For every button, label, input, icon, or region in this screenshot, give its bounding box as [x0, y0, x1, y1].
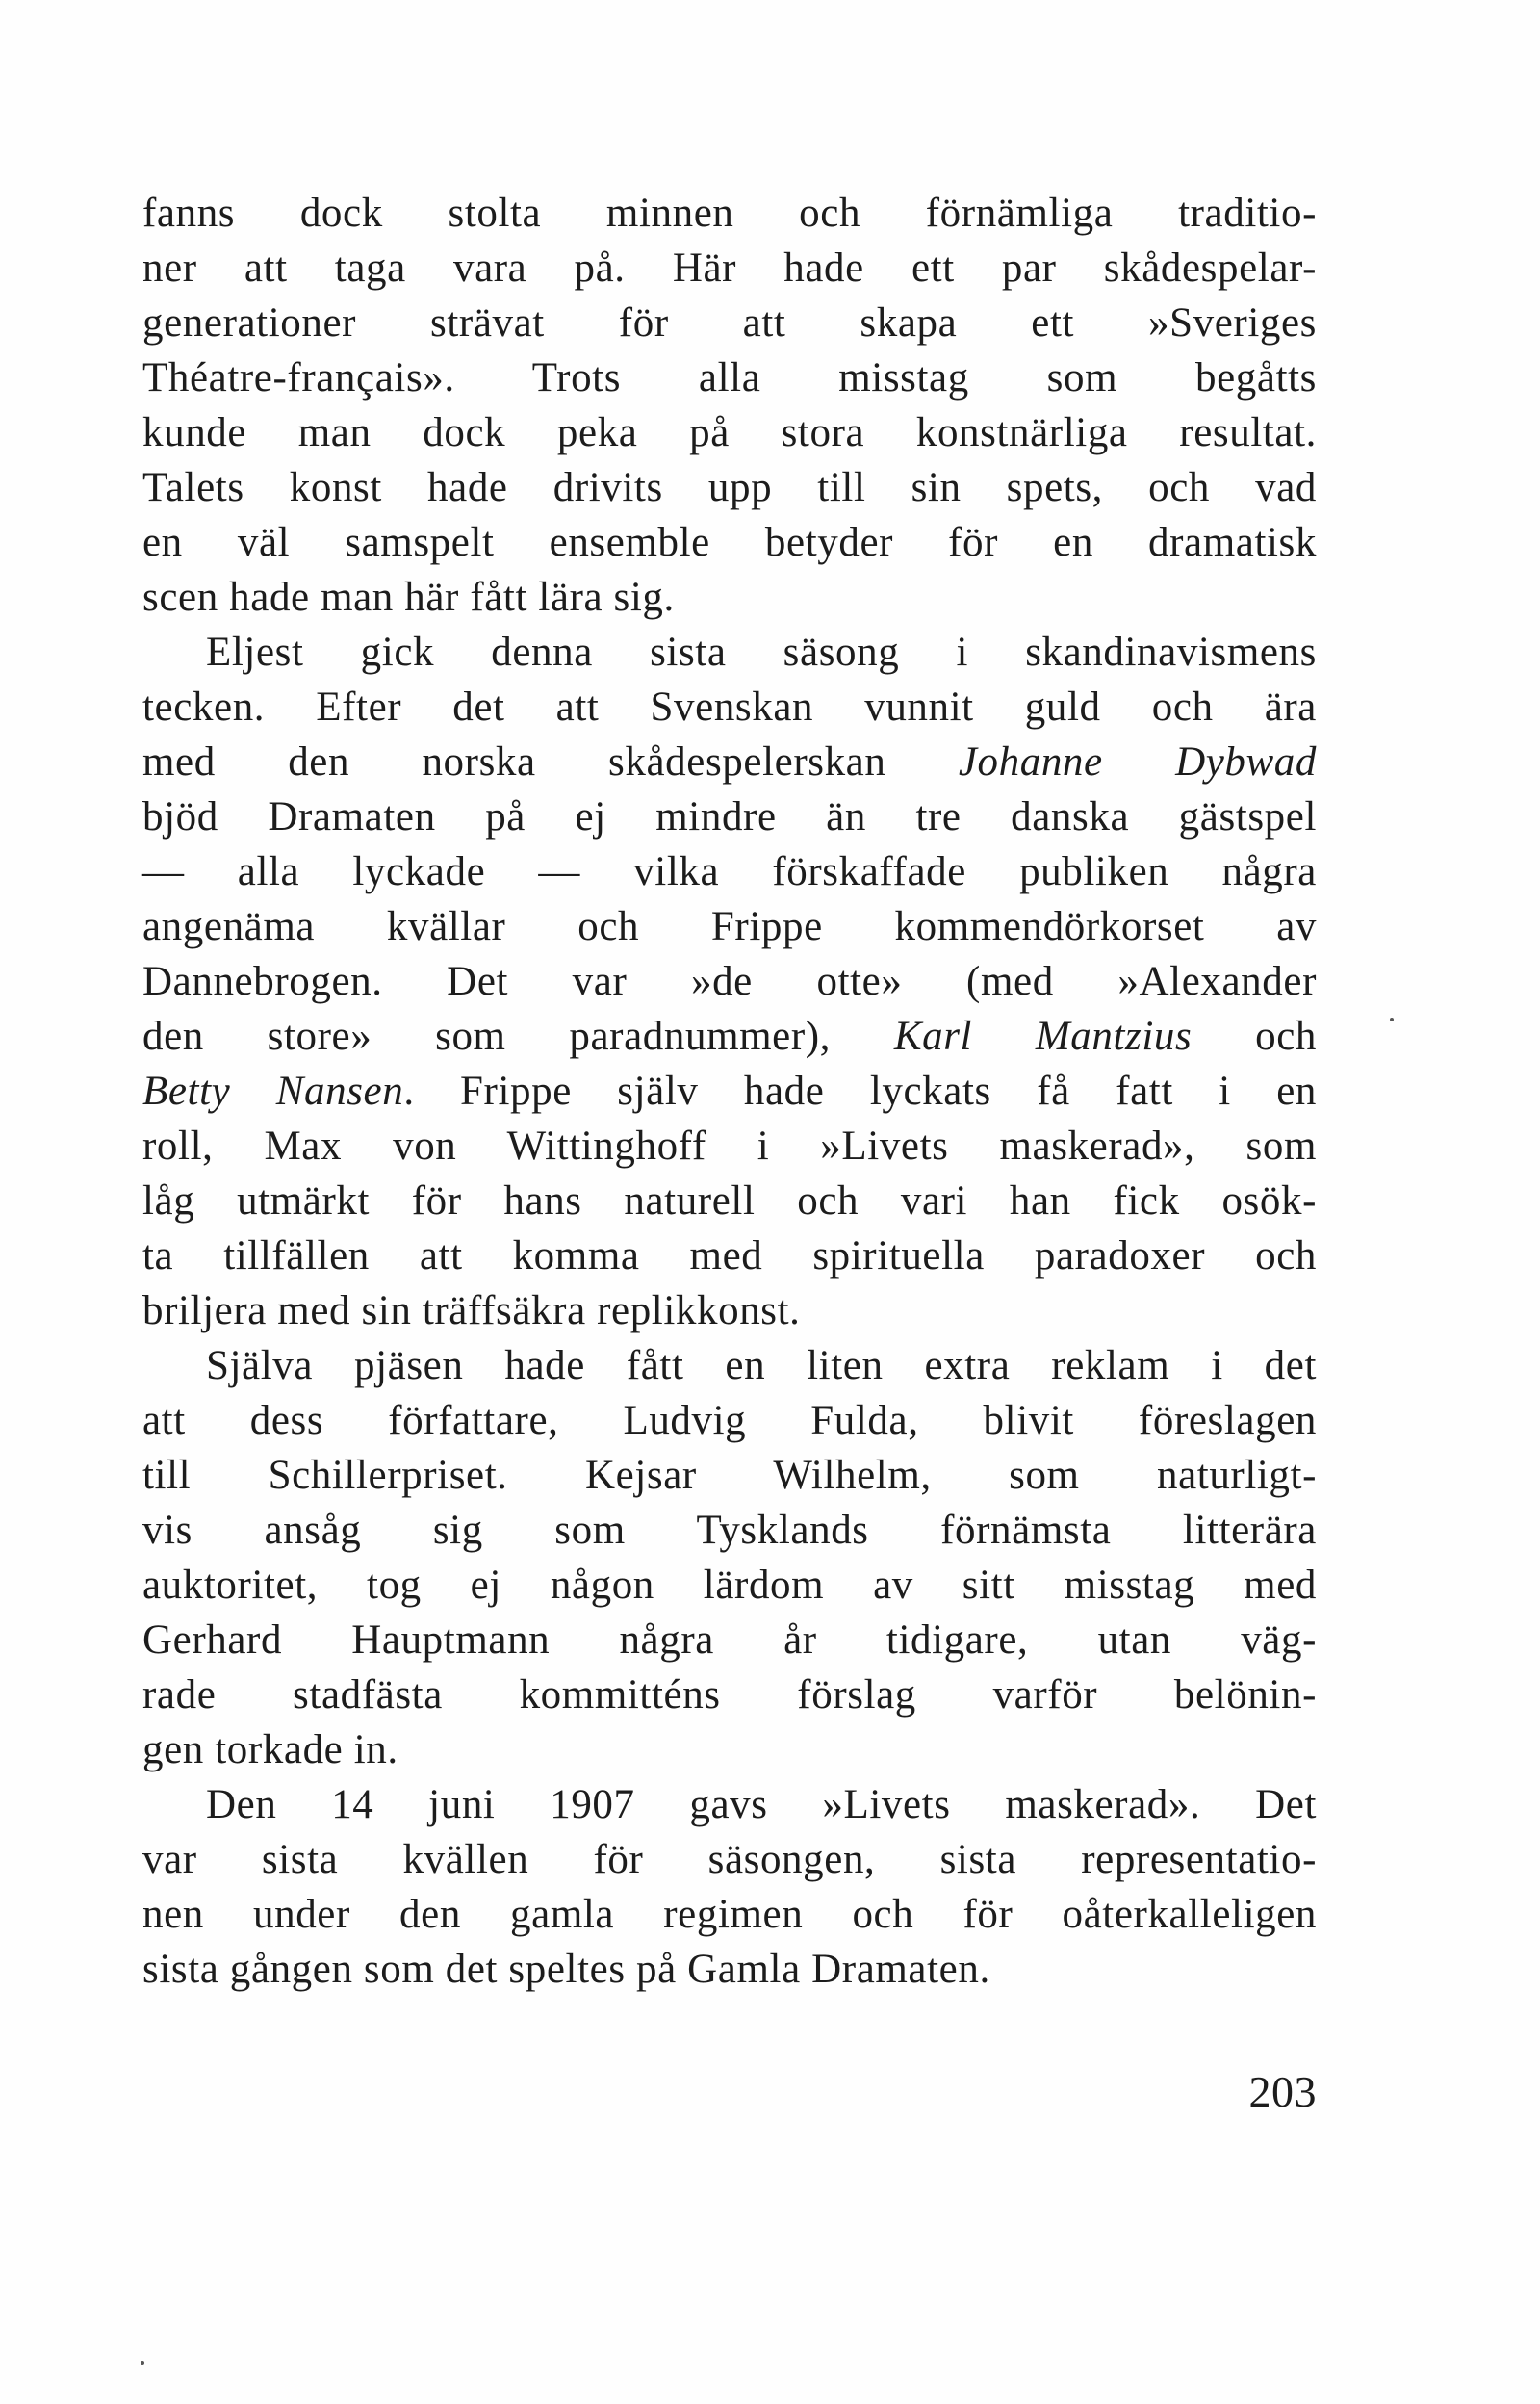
text-line: Betty Nansen. Frippe själv hade lyckats få fatt i en [142, 1069, 1317, 1114]
text-line: angenäma kvällar och Frippe kommendörkorset av [142, 904, 1317, 949]
paragraph [142, 186, 1317, 625]
text-line: Talets konst hade drivits upp till sin spets, och vad [142, 465, 1317, 510]
text-line: var sista kvällen för säsongen, sista representatio- [142, 1837, 1317, 1882]
text-line: Eljest gick denna sista säsong i skandinavismens [206, 630, 1317, 675]
text-line: — alla lyckade — vilka förskaffade publiken några [142, 849, 1317, 894]
text-line: vis ansåg sig som Tysklands förnämsta litterära [142, 1508, 1317, 1553]
text-line: rade stadfästa kommitténs förslag varför belönin- [142, 1672, 1317, 1718]
paragraph [142, 625, 1317, 1338]
text-line: Själva pjäsen hade fått en liten extra reklam i det [206, 1343, 1317, 1388]
text-line: Théatre-français». Trots alla misstag som begåtts [142, 355, 1317, 401]
text-line: bjöd Dramaten på ej mindre än tre danska gästspel [142, 794, 1317, 840]
text-line: nen under den gamla regimen och för oåterkalleligen [142, 1892, 1317, 1937]
text-line: fanns dock stolta minnen och förnämliga traditio- [142, 191, 1317, 236]
paragraph [142, 1338, 1317, 1777]
text-line: kunde man dock peka på stora konstnärliga resultat. [142, 410, 1317, 455]
italic-name: Johanne Dybwad [958, 739, 1317, 785]
text-line: låg utmärkt för hans naturell och vari han fick osök- [142, 1178, 1317, 1224]
text-line: att dess författare, Ludvig Fulda, blivit föreslagen [142, 1398, 1317, 1443]
text-line: den store» som paradnummer), Karl Mantzius och [142, 1014, 1318, 1059]
paragraph [142, 1777, 1317, 1997]
italic-name: Karl Mantzius [893, 1014, 1193, 1059]
italic-name: Betty Nansen [142, 1069, 404, 1114]
text-line: en väl samspelt ensemble betyder för en dramatisk [142, 520, 1317, 565]
text-line: sista gången som det speltes på Gamla Dramaten. [142, 1947, 990, 1992]
text-line: till Schillerpriset. Kejsar Wilhelm, som naturligt- [142, 1453, 1317, 1498]
text-line: Den 14 juni 1907 gavs »Livets maskerad». Det [206, 1782, 1317, 1827]
text-line: generationer strävat för att skapa ett »Sveriges [142, 300, 1317, 346]
text-line: Gerhard Hauptmann några år tidigare, utan väg- [142, 1617, 1317, 1663]
text-line: ner att taga vara på. Här hade ett par skådespelar- [142, 246, 1317, 291]
text-line: tecken. Efter det att Svenskan vunnit guld och ära [142, 685, 1317, 730]
text-line: roll, Max von Wittinghoff i »Livets maskerad», som [142, 1124, 1317, 1169]
text-line: ta tillfällen att komma med spirituella paradoxer och [142, 1233, 1317, 1279]
text-line: med den norska skådespelerskan Johanne Dybwad [142, 739, 1317, 785]
text-line: auktoritet, tog ej någon lärdom av sitt misstag med [142, 1563, 1317, 1608]
margin-speck [1390, 1018, 1394, 1021]
body-text [142, 186, 1317, 1997]
text-line: gen torkade in. [142, 1727, 398, 1772]
page-number: 203 [1248, 2067, 1317, 2116]
text-line: Dannebrogen. Det var »de otte» (med »Alexander [142, 959, 1317, 1004]
text-line: scen hade man här fått lära sig. [142, 575, 675, 620]
margin-speck [141, 2361, 144, 2365]
text-line: briljera med sin träffsäkra replikkonst. [142, 1288, 801, 1333]
